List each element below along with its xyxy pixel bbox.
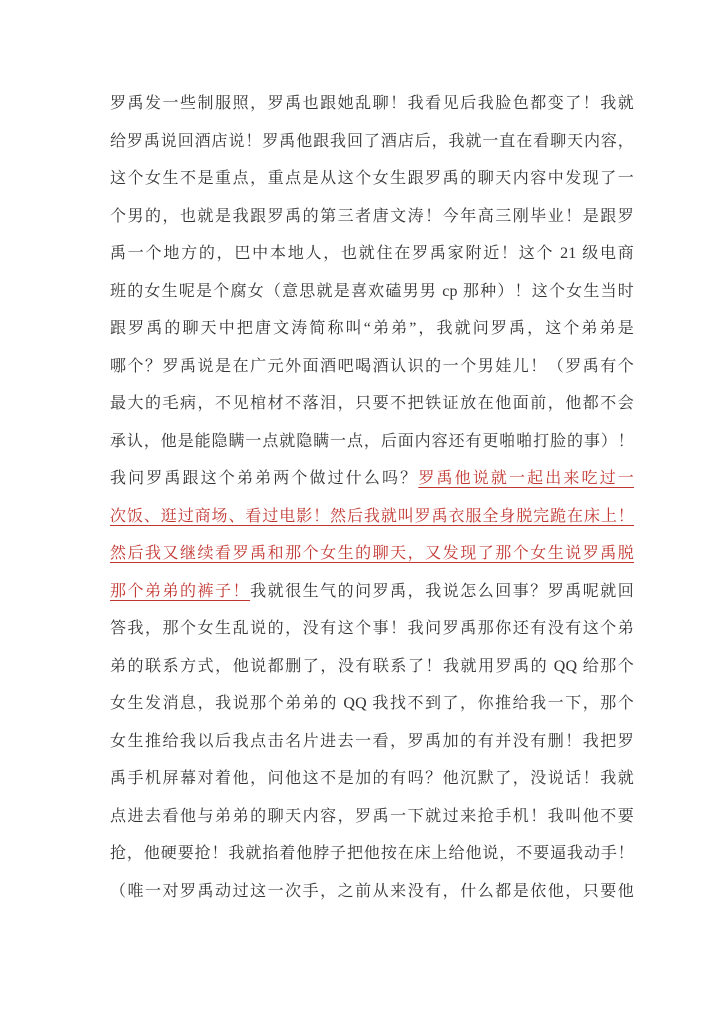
- highlighted-text-run: 然后我又继续看罗禹和那个女生的聊天，又发现了那个女生说罗禹脱: [110, 545, 634, 562]
- text-body: [110, 85, 634, 910]
- text-line: [110, 873, 634, 911]
- text-line: [110, 273, 634, 311]
- text-line: [110, 723, 634, 761]
- text-run: 禹手机屏幕对着他，问他这不是加的有吗？他沉默了，没说话！我就: [110, 770, 634, 787]
- text-line: [110, 423, 634, 461]
- text-run: 罗禹发一些制服照，罗禹也跟她乱聊！我看见后我脸色都变了！我就: [110, 95, 634, 112]
- text-line: [110, 310, 634, 348]
- text-line: [110, 648, 634, 686]
- text-run: 禹一个地方的，巴中本地人，也就住在罗禹家附近！这个 21 级电商: [110, 245, 634, 262]
- text-line: [110, 685, 634, 723]
- text-run: 抢，他硬要抢！我就掐着他脖子把他按在床上给他说，不要逼我动手！: [110, 845, 634, 862]
- text-run: 我问罗禹跟这个弟弟两个做过什么吗？: [110, 470, 419, 487]
- text-line: [110, 498, 634, 536]
- text-line: [110, 610, 634, 648]
- text-line: [110, 535, 634, 573]
- text-line: [110, 798, 634, 836]
- text-run: 女生发消息，我说那个弟弟的 QQ 我找不到了，你推给我一下，那个: [110, 695, 634, 712]
- highlighted-text-run: 次饭、逛过商场、看过电影！然后我就叫罗禹衣服全身脱完跪在床上！: [110, 507, 634, 525]
- text-line: [110, 85, 634, 123]
- text-line: [110, 835, 634, 873]
- text-line: [110, 160, 634, 198]
- highlighted-text-run: 罗禹他说就一起出来吃过一: [418, 470, 635, 487]
- text-line: [110, 198, 634, 236]
- text-run: （唯一对罗禹动过这一次手，之前从来没有，什么都是依他，只要他: [110, 882, 634, 900]
- text-run: 答我，那个女生乱说的，没有这个事！我问罗禹那你还有没有这个弟: [110, 620, 634, 637]
- text-run: 这个女生不是重点，重点是从这个女生跟罗禹的聊天内容中发现了一: [110, 170, 634, 187]
- text-run: 点进去看他与弟弟的聊天内容，罗禹一下就过来抢手机！我叫他不要: [110, 807, 634, 825]
- text-run: 给罗禹说回酒店说！罗禹他跟我回了酒店后，我就一直在看聊天内容，: [110, 132, 634, 150]
- highlighted-text-run: 那个弟弟的裤子！: [110, 582, 251, 600]
- text-run: 最大的毛病，不见棺材不落泪，只要不把铁证放在他面前，他都不会: [110, 395, 634, 412]
- text-run: 个男的，也就是我跟罗禹的第三者唐文涛！今年高三刚毕业！是跟罗: [110, 207, 634, 225]
- text-line: [110, 235, 634, 273]
- text-run: 班的女生呢是个腐女（意思就是喜欢磕男男 cp 那种）！这个女生当时: [110, 282, 634, 300]
- text-run: 弟的联系方式，他说都删了，没有联系了！我就用罗禹的 QQ 给那个: [110, 657, 634, 675]
- text-line: [110, 385, 634, 423]
- text-run: 女生推给我以后我点击名片进去一看，罗禹加的有并没有删！我把罗: [110, 732, 634, 750]
- text-line: [110, 460, 634, 498]
- text-line: [110, 348, 634, 386]
- text-run: 承认，他是能隐瞒一点就隐瞒一点，后面内容还有更啪啪打脸的事）！: [110, 432, 634, 450]
- text-line: [110, 573, 634, 611]
- text-line: [110, 123, 634, 161]
- text-line: [110, 760, 634, 798]
- text-run: 我就很生气的问罗禹，我说怎么回事？罗禹呢就回: [250, 582, 635, 600]
- text-run: 跟罗禹的聊天中把唐文涛简称叫“弟弟”，我就问罗禹，这个弟弟是: [110, 320, 634, 337]
- text-run: 哪个？罗禹说是在广元外面酒吧喝酒认识的一个男娃儿！（罗禹有个: [110, 357, 634, 375]
